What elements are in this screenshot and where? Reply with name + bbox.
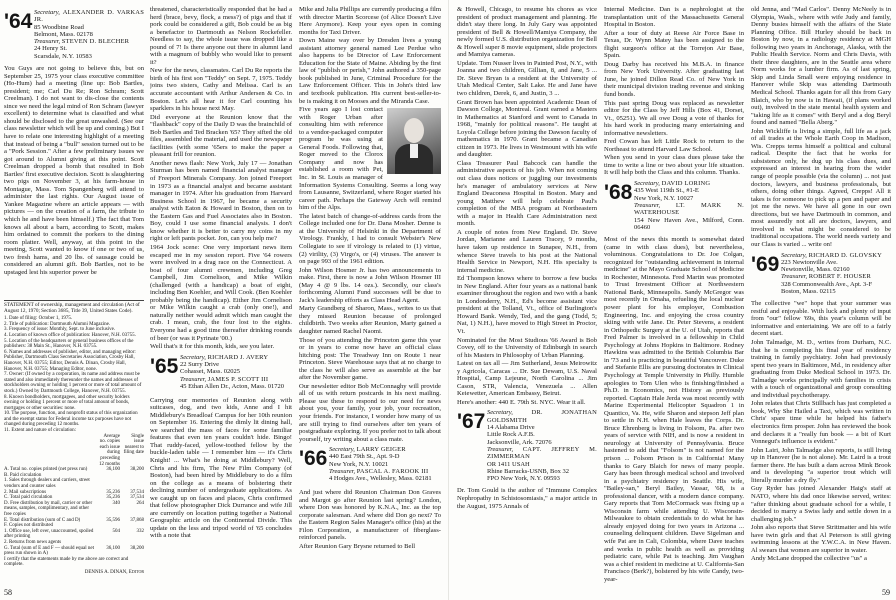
- circulation-value: 37,534: [130, 495, 144, 501]
- ownership-statement: [4, 300, 144, 584]
- article-paragraph: old Jenna, and "Mad Carlos". Denny McNeely is in Olympia, Wash., where with wife Judy and family, Denny busies himself with the affairs of the State Planning Office. Bill Hurley should be back in Boston by now, in a radiology residency at MGH following two years in Anchorage, Alaska, with the Public Health Service. Norm and Chris Davis, with their three daughters, are in the Seattle area where Norm works for a lumber firm. As of last spring, Skip and Linda Small were enjoying residence in Hanover while Skip was attending Dartmouth Medical School. Thanks again for all this from Gary Blaich, who by now is in Hawaii, (if plans worked out), involved in the state mental health system and "taking life as it comes" with Beryl and a dog Beryl found and named "Bella Aberg.": [751, 6, 891, 127]
- circulation-label: 1. Sales through dealers and carriers, street vendors and counter sales: [4, 478, 90, 489]
- page-number-left: 58: [4, 588, 12, 597]
- article-paragraph: Most of the news this month is somewhat dated (came in with class dues), but nevertheless, voluminous. Congratulations to Dr. Joe Colgan, recognized for "outstanding achievement in internal medicine" at the Mayo Graduate School of Medicine in Rochester, Minnesota. Fred Martin was promoted to Trust Investment Officer at Northwestern National Bank, Minneapolis. Sandy McGregor was most recently in Omaha, refueling the local nuclear power plant for his employer, Combustion Engineering, Inc. and enjoying the cross country skiing with wife Jane. Dr. Peter Stevens, a resident in Orthopedic Surgery at the U. of Utah, reports that Fred Palmer is involved in a fellowship in Child Psychology at Johns Hopkins in Baltimore. Rodney Hawkins was admitted to the British Columbia Bar in '73 and is practicing in beautiful Vancouver. Duke and Stefanie Ellis are pursuing doctorates in Clinical Psychology at Temple University in Philly. Humble apologies to Tom Ulen who is finishing/finished a Ph.D. in Economics, not History as previously reported. Captain Hale Jerda was most recently with Marine Experimental Helicopter Squadron 1 in Quantico, Va. He, wife Sharon and stepson Jeff plan to settle in N.H. when Hale leaves the Corps. Dr. Bruce Ehrenberg is living in Folsom, Pa. after two years of service with NIH, and is now a resident in neurology at University of Pennsylvania. Bruce hastened to add that "Folsom" is not named for the prison ... Folsom Prison is in California! Many thanks to Gary Blaich for news of many people. Gary has been through medical school and involved in a psychiatry residency in Seattle. His wife, "Bailey-san," Beryl Bailey, Vassar, '68, is a professional dancer, with a modern dance company. Gary reports that Tom McCormack was fixing up a Wisconsin farm while attending U. Wisconsin-Milwaukee to obtain credentials to do what he has already enjoyed doing for two years in Arizona ... counseling delinquent children. Dave Sigelman and wife Pat are in Cali, Colombia, where Dave teaches and works in public health as well as providing pediatric care, while Pat is teaching. Jim Vaughan was a chief resident in medicine at U. California-San Francisco (Berk?), bolstered by his wife Candy, two-year-: [604, 236, 744, 583]
- statement-item: 6. Names and addresses of publisher, editor, and managing editor: Publisher, Dartmouth Class Secretaries Association, Crosby Hall, Hanover, N.H. 03755; Editor, Dennis A. Dinan, Crosby Hall, Hanover, N.H. 03755; Managing Editor, none.: [4, 349, 136, 372]
- article-paragraph: After a tour of duty at Reese Air Force Base in Texas, Dr. Wynn Matey has been assigned to the flight surgeon's office at the Torrejon Air Base, Spain.: [604, 29, 744, 60]
- circulation-label: B. Paid circulation: [4, 472, 42, 478]
- statement-item: 7. Owner: (If owned by a corporation, its name and address must be stated and also immediately thereunder the names and addresses of stockholders owning or holding 1 percent or more of total amount of stock.) Owned by Dartmouth College, Hanover, N.H. 03755.: [4, 372, 142, 394]
- circulation-value: 340: [112, 500, 120, 506]
- article-paragraph: John Talmadge, M. D., writes from Durham, N.C. that he is completing his final year of residency training in family psychiatry. John had previously spent two years in Baltimore, Md., in residency after graduating from Duke Medical School in 1973. Dr. Talmadge works principally with families in crisis with a touch of organizational and group consulting and individual psychotherapy.: [751, 339, 891, 399]
- statement-item: 11. Extent and nature of circulation:: [4, 428, 77, 434]
- class-year: '67: [457, 410, 486, 434]
- article-paragraph: Carrying our memories of Reunion along with suitcases, dog, and two kids, Anne and I hit Middlebury's Breadloaf Campus for her 10th reunion on September 16. Entering the dimly lit dining hall, we searched the mass of faces for some familiar features that even ten years couldn't hide. Bingo! That ruddy-faced, yellow-toothed fellow by the buckle-laden table — I remember him — it's Chris Knight! ... What's he doing at Middlebury? Well, Chris and his firm, The New Film Company (of Boston), had been hired by Middlebury to do a film on the college as a means of bolstering their declining number of undergraduate applications. As we caught up on faces and places, Chris confirmed that fellow photographer Dick Durrance and wife Jill are currently on location putting together a National Geographic article on the Continental Divide. This update on the less and tripod world of '65 concludes with a note that: [150, 396, 292, 540]
- class-year: '66: [299, 447, 328, 471]
- statement-item: 5. Location of the headquarters or general business offices of the publishers: 38 Main St., Hanover, N.H. 03755.: [4, 338, 134, 350]
- secretary-name: DR. JONATHAN GOLDSMITH: [487, 409, 597, 424]
- circulation-value: 504: [112, 528, 120, 534]
- circulation-row: [4, 529, 144, 540]
- column-5: [604, 6, 744, 586]
- class-year: '64: [4, 10, 33, 33]
- circulation-header-row: Average no. copies each issue during preceding 12 months Single issue nearest to filing date: [99, 433, 144, 467]
- article-paragraph: Nominated for the Most Studious '66 Award is Bob Covey, off to the University of Edinburgh in search of his Masters in Philosophy of Urban Planning.: [457, 336, 597, 359]
- treasurer-name: LT. MARK N. WATERHOUSE: [634, 201, 744, 217]
- article-paragraph: Those of you attending the Princeton game this year or in years to come now have an official class hitching post: The Treadway Inn on Route 1 near Princeton. Steve Warehouse says that at no charge to the class he will also serve as assemble at the bar after the November game.: [299, 336, 441, 382]
- circulation-row: [4, 478, 144, 489]
- secretary-name: ALEXANDER D. VARKAS JR.: [34, 9, 144, 24]
- circulation-label: C. Total paid circulation: [4, 495, 53, 501]
- article-paragraph: You Guys are not going to believe this, but on September 25, 1975 your class executive committee (Ho-Hum) had a meeting (line up: Bob Bartles, president; me; Carl Du Re; Ron Schram; Scott Creelman). I do not want to dis-close the contents since we need the legal mind of Ron Schram (lawyer excellent) to determine what is classified and what should be disclosed to the great unwashed. (See our class newsletter which will be up and coming.) But I have to relate one interesting highlight of a meeting that instead of being a "bull" session turned out to be a "Pork Session." After a few preliminary issues we got around to Alumni giving at this point. Scott Creelman dropped a bomb that resulted in Bob Bartles' first executive decision. Scott is slaughtering two pigs on November 3, at his farm-house in Montague, Mass. Tom Spangenberg will attend to administer the last rights. Our August issue of Yankee Magazine where an article appears — with pictures — on the creation of a farm, the tribute to which he and have been himself.) The fact that Tom knows all about a barn, according to Scott, makes him ordained to commit the porkers to the dining room platter. Well, anyway, at this point in the meeting, Scott wanted to know if one or two of us, two fresh hams, and 20 lbs. of sausage could be considered an alumni gift. Bob Bartles, not to be upstaged lest his superior power be: [4, 65, 144, 276]
- article-paragraph: New for the news, classmates. Carl Du Re reports the birth of his first son "Teddy" on Sept. 7, 1975. Teddy joins two sisters, Cathy and Melissa. Carl is an accurate accountant with Arthur Andersen & Co. in Boston. Let's all hear it for Carl counting his sparklers in his house next May.: [150, 67, 292, 113]
- article-paragraph: Down Maine way over by Dresden lives a young assistant attorney general named Lee Perdue who also happens to be Director of Law Enforcement Education for the State of Maine. Abiding by the first law of "publish or perish," John authored a 350-page book published in June, Criminal Procedure for the Law Enforcement Officer. This in John's third law and textbook publication. His current best-seller-to-be is making it on Mooses and the Miranda Case.: [299, 37, 441, 105]
- circulation-label: A. Total no. copies printed (net press run): [4, 467, 88, 473]
- article-paragraph: Ed Thompson knows where to borrow a few bucks in New England. After four years as a national bank examiner throughout the region and two with a bank in Londonderry, N.H., Ed's become assistant vice president at the Tolland, Vt., office of Burlington's Howard Bank. Wendy, Ted, and the gang (Todd, 5; Nat, 1) N.H.), have moved to High Street in Proctor, Vt.: [457, 275, 597, 335]
- circulation-table: [4, 434, 144, 557]
- article-paragraph: Here's another: 440 E. 79th St. NYC. Wear it all.: [457, 398, 586, 406]
- statement-heading: STATEMENT of ownership, management and circulation (Act of August 12, 1970; Section 3685, Title 39, United States Code).: [4, 302, 140, 314]
- article-paragraph: And just where did Reunion Chairman Don Graves and Margot go after Reunion last spring? London, where Don was honored by K.N.A., Inc. as the top corporate salesman. And where did Don go next? To the Eastern Region Sales Manager's office (his) at the Filon Corporation, a manufacturer of fiberglass-reinforced panels.: [299, 489, 441, 542]
- article-paragraph: John Wickliffe is living a simple, full life as a jack of all trades at the Whole Earth Coop in Madison, Wis. Crepps terms himself a political and cultural radical. Despite the fact that he works for subsistence only, he dug up his class dues, and expressed an interest in hearing from the wider range of people possible (via the column) ... not just doctors, lawyers, and business professionals, but others, doing other things. Agreed, Crepps! All it takes is for someone to pick up a pen and paper and jot me the news. We have all gone in our own directions, but we have Dartmouth in common, and most assuredly not all are doctors, lawyers, and involved in what might be considered to be traditional occupations. The world needs variety and our Class is varied ... write on!: [751, 127, 891, 248]
- article-paragraph: Did everyone at the Reunion know that the "flashback" copy of the Daily D was the brainchild of Bob Bartles and Ted Bracken '65? They sifted the old files, assembled the material, and used the newspaper facilities (with some '65ers to make the paper a pleasant frill for reunion.: [150, 113, 292, 159]
- article-paragraph: Update. Tom Nusser lives in Painted Post, N.Y., with Joanna and two children, Gillian, 8, and Jane, 5 ... Dr. Steve Bryan is a resident at the University of Utah Medical Center, Salt Lake. He and Jane have two children, Derek, 6, and Justin, 3 ...: [457, 59, 597, 98]
- circulation-label: F. Copies not distributed: [4, 523, 54, 529]
- class-year: '68: [604, 181, 633, 205]
- circulation-value: 37,868: [130, 517, 144, 523]
- secretary-name: RICHARD J. AVERY: [207, 353, 269, 361]
- circulation-value: 37,534: [130, 489, 144, 495]
- article-paragraph: Grant Brown has been appointed Academic Dean of Dawson College, Montreal. Grant earned a Masters in Mathematics at Stanford and went to Canada in 1968, "mainly for political reasons". He taught at Loyola College before joining the Dawson faculty of mathematics in 1970. Grant became a Canadian citizen in 1973. He lives in Westmount with his wife and daughter.: [457, 98, 597, 159]
- secretary-name: LARRY GEIGER: [356, 446, 406, 454]
- circulation-label: G. Total (sum of E and F — should equal net press run shown in A): [4, 545, 94, 557]
- article-paragraph: John relates that Chris Stillbach has just completed a book, Why She Hailed a Taxi, which was written in Chris' spare time while he helped his father's electronics firm prosper. John has reviewed the book and declares it a "really fun book — a bit of Kurt Vonnegut's influence is evident.": [751, 400, 891, 446]
- circulation-value: 36,100: [106, 467, 120, 473]
- column-3: [299, 6, 441, 586]
- class-year: '69: [751, 252, 780, 276]
- circulation-label: D. Free distribution by mail, carrier or other means, samples, complimentary, and other free copies: [4, 500, 93, 517]
- circulation-value: 35,596: [106, 517, 120, 523]
- page-gutter: [448, 0, 449, 600]
- article-paragraph: When you send in your class dues please take the time to write a line or two about your life situation. It will help both the Class and this column. Thanks.: [604, 154, 744, 177]
- class-header-1967: '67 Secretary, DR. JONATHAN GOLDSMITH 14 Alabama Drive Little Rock A.F.B. Jacksonville, Ark. 72076 Treasurer, CAPT. JEFFREY M. ZIMMERMAN OR 1411 USAH Rhine Barracks-USNB, Box 32 FPO New York, N.Y. 09593: [457, 409, 597, 483]
- article-paragraph: Andy McLane dropped the collective "us" a: [751, 555, 867, 563]
- circulation-value: 36,100: [106, 545, 120, 551]
- article-paragraph: Mike and Julia Phillips are currently producing a film with director Martin Scorcese (of Alice Doesn't Live Here Anymore). Keep your eyes open in coming months for Taxi Driver.: [299, 6, 441, 36]
- statement-items: [4, 316, 144, 433]
- article-paragraph: Guy Ryder has joined Alexander Haig's staff at NATO, where his dad once likewise served, writes: "after thinking about graduate school for a while, I decided to marry a Swiss lady and settle down in a challenging job.": [751, 485, 891, 523]
- circulation-value: [96, 478, 120, 489]
- class-header-1966: '66 Secretary, LARRY GEIGER 440 East 79th St., Apt. 9-D New York, N.Y. 10021 Treasurer, PASCAL A. FAROOK III 4 Hodges Ave., Wellesley, Mass. 02181: [299, 446, 432, 483]
- circulation-value: 38,200: [130, 467, 144, 473]
- treasurer-name: JAMES P. SCOTT III: [207, 375, 269, 383]
- article-paragraph: The collective "we" hope that your summer was restful and enjoyable. With luck and plenty of input from "our" fellow '69s, this year's column will be informative and entertaining. We are off to a fairly decent start.: [751, 300, 891, 338]
- treasurer-name: STEVEN D. BLECHER: [61, 38, 130, 46]
- circulation-label: 2. Mail subscriptions: [4, 489, 47, 495]
- article-paragraph: John also reports that Steve Strittmatter and his wife have twin girls and that Al Peterson is still giving swimming lessons at the Y.W.C.A. in New Haven. Al swears that women are superior in water.: [751, 524, 891, 554]
- treasurer-name: CAPT. JEFFREY M. ZIMMERMAN: [487, 445, 597, 461]
- article-paragraph: Internal Medicine. Dan is a nephrologist at the transplantation unit of the Massachusetts General Hospital in Boston.: [604, 6, 744, 29]
- editor-signature: DENNIS A. DINAN, Editor: [84, 569, 144, 575]
- class-header-1964: '64 Secretary, ALEXANDER D. VARKAS JR. 85 Woodbine Road Belmont, Mass. 02178 Treasurer, STEVEN D. BLECHER 24 Henry St. Scarsdale, N.Y. 10583: [4, 9, 144, 60]
- article-paragraph: A couple of notes from New England. Dr. Steve Jordan, Marianne and Lauren Tracey, 9 months, have taken up residence in Sunapee, N.H., from whence Steve travels to his post at the National Health Service in Newport, N.H. His specialty is internal medicine.: [457, 228, 597, 274]
- class-header-1965: '65 Secretary, RICHARD J. AVERY 22 Surry Drive Cohasset, Mass. 02025 Treasurer, JAMES P. SCOTT III 45 Ethan Allen Dr., Acton, Mass. 01720: [150, 353, 284, 390]
- circulation-row: [4, 501, 144, 518]
- portrait-photo: [387, 108, 441, 174]
- article-paragraph: Another news flash: New York, July 17 — Jonathan Sturman has been named financial analyst manager of Freeport Minerals Company. Jon joined Freeport in 1973 as a financial analyst and became assistant manager in 1974. After his graduation from Harvard Business School in 1967, he became a security analyst with Eaton & Howard in Boston, then on to the Eastern Gas and Fuel Associates also in Boston. Boy, could I use some financial analysis. I don't know whether it is better to carry my coins in my right or left pants pocket. Jon, can you help me?: [150, 159, 292, 243]
- article-paragraph: 1964 Jock scene: One very important news item escaped me in my session report. Five '64 rowers were involved in a drag race on the Connecticut. A boat of four alumni crewmen, including Greg Campbell, Jim Cornelison, and Mike Wilkin (challenged (with a handicap) a boat of eight, including Ben Koehler, and Will Cook. (Ben Koehler probably being the handicap). Either Jim Cornelison or Mike Wilkin caught a crab (only one!), and naturally neither would admit which man caught the crab. I mean, crab, the four lost to the eights. Everyone had a good time thereafter drinking rounds of beer (or was it Pyrinate '00.): [150, 243, 292, 342]
- circulation-row: [4, 546, 144, 557]
- statement-item: 2. Title of publication: Dartmouth Alumni Magazine.: [4, 321, 111, 327]
- certification: I certify that the statements made by me above are correct and complete.: [4, 556, 129, 568]
- article-paragraph: Latest on tax all — Jim Sutherland, Jesus Meirowitz y Agricola, Caracas ... Dr. Sue Dewam, U.S. Naval Hospital, Camp Lejeune, North Carolina ... Jim Cason, STR, Valencia, Venezuela ... Allen Keiewetter, American Embassy, Beirut.: [457, 360, 597, 398]
- circulation-value: 35,236: [106, 489, 120, 495]
- article-paragraph: Fred Cowan has left Little Rock to return to the Northeast to attend Harvard Law School.: [604, 138, 744, 153]
- secretary-name: RICHARD D. GLOVSKY: [808, 251, 883, 259]
- statement-item: 10. The purpose, function, and nonprofit status of this organization and the exempt status for Federal income tax purposes have not changed during preceding 12 months.: [4, 411, 138, 428]
- column-2: [150, 6, 292, 586]
- page-number-right: 59: [882, 588, 890, 597]
- article-paragraph: John Lairi, John Talmadge also reports, is still living up in Hanover (he is not alone). Mr. Laird is a trout farmer there. He has built a dam across Mink Brook and is developing "a superior trout which will literally murder a dry fly.": [751, 446, 891, 484]
- column-1: [4, 6, 144, 296]
- statement-item: 4. Location of known office of publication: Hanover, N.H. 03755.: [4, 332, 136, 338]
- article-paragraph: Dr. Tom Gould is the author of "Immune Complex Nephropathy in Schistosomiasis," a major article in the August, 1975 Annals of: [457, 487, 597, 510]
- treasurer-name: ROBERT F. HOUSER: [808, 273, 872, 281]
- article-paragraph: Five years ago I lost contact with Roger Urban after consulting him with reference to a vendor-packaged computer program he was using at General Foods. Following that, Roger moved to the Clorox Company and now has established a room with Pet, Inc. in St. Louis as manager of Information Systems Consulting. Seems a long way from Lausanne, Switzerland, where Roger started his career path. Perhaps the Gateway Arch will remind him of the Alps.: [299, 106, 441, 212]
- statement-item: 8. Known bondholders, mortgagees, and other security holders owning or holding 1 percent or more of total amount of bonds, mortgages or other securities: none.: [4, 394, 130, 411]
- circulation-value: 264: [136, 500, 144, 506]
- article-paragraph: After Reunion Gary Brysne returned to Bell: [299, 543, 416, 550]
- circulation-label: 1. Office use, left over, unaccounted, spoiled after printing: [4, 528, 94, 540]
- article-paragraph: The latest batch of change-of-address cards from the College included one for Dr. Dana Mosher. Denne is at the University of Helsinki in the Department of Virology. Frankly, I had to consult Webster's New Collegiate to see if virology is related to (1) virtue, (2) virility, (3) Virgo's, or (4) viruses. The answer is on page 993 of the 1961 edition.: [299, 212, 441, 266]
- statement-item: 3. Frequency of issue: Monthly, Sept. to June inclusive.: [4, 327, 116, 333]
- article-paragraph: Well that's it for this month, kids, see you later.: [150, 343, 275, 351]
- article-paragraph: John Wilson Hosmer Jr. has two announcements to make. First, there is now a John Wilson Hosmer III (May 4 @ 9 lbs. 14 ozs.). Secondly, our class's forthcoming Alumni Fund successes will be due to Jack's leadership efforts as Class Head Agent.: [299, 266, 441, 304]
- statement-item: 1. Date of filing: October 1, 1975.: [4, 316, 73, 322]
- column-4: [457, 6, 597, 586]
- circulation-value: 38,200: [130, 545, 144, 551]
- class-year: '65: [150, 354, 179, 378]
- article-paragraph: threatened, characteristically responded that he had a herd (brace, bevy, flock, a mess?) of pigs and that if pork could be considered a gift, Bob could be as big a benefactor to Dartmouth as Nelson Rockefeller. Needless to say, the whole issue was dropped like a pound of 7! Is there anyone out there in alumni land with a magnum of bubbly who would like to present it?: [150, 6, 292, 66]
- column-6: [751, 6, 891, 586]
- circulation-value: 35,236: [106, 495, 120, 501]
- article-paragraph: Doug Darby has received his M.B.A. in finance from New York University. After graduating last June, he joined Dillon Read Co. of New York in their municipal division trading revenue and sinking fund bonds.: [604, 60, 744, 99]
- circulation-value: 332: [136, 528, 144, 534]
- treasurer-name: PASCAL A. FAROOK III: [356, 468, 429, 476]
- circulation-label: E. Total distribution (sum of C and D): [4, 517, 81, 523]
- secretary-name: DAVID LORING: [661, 180, 711, 188]
- article-paragraph: Class Treasurer Paul Babcock can handle the administrative aspects of his job. When not coming out class dues notices or juggling our investments he's manager of ambulatory services at New England Deaconess Hospital in Boston. Mary and young Matthew will help celebrate Paul's completion of the MBA program at Northeastern with a major in Health Care Administration next month.: [457, 159, 597, 228]
- class-header-1969: '69 Secretary, RICHARD D. GLOVSKY 223 Newtonville Ave. Newtonville, Mass. 02160 Treasurer, ROBERT F. HOUSER 328 Commonwealth Ave., Apt. 3-F Boston, Mass. 02115: [751, 251, 883, 295]
- article-paragraph: This past spring Doug was replaced as newsletter editor for the Class by Jeff Hills (Box 41, Dorset, Vt., 05251). We all owe Doug a vote of thanks for his hard work in producing many entertaining and informative newsletters.: [604, 99, 744, 137]
- class-header-1968: '68 Secretary, DAVID LORING 435 West 119th St., #1-E New York, N.Y. 10027 Treasurer, LT. MARK N. WATERHOUSE 154 New Haven Ave., Milford, Conn. 06460: [604, 180, 744, 231]
- article-paragraph: & Howell, Chicago, to resume his chores as vice president of product management and planning. He didn't stay there long. In July Gary was appointed president of Bell & Howell/Mamiya Company, the newly formed U.S. distribution organization for Bell & Howell super 8 movie equipment, slide projectors and Mamiya cameras.: [457, 6, 597, 59]
- article-paragraph: Marty Grandberg of Sharon, Mass., writes to us that they missed Reunion because of prolonged childbirth. Two weeks after Reunion, Marty gained a daughter named Rachel Naomi.: [299, 305, 441, 335]
- circulation-value: [120, 478, 144, 489]
- article-paragraph: Our newsletter editor Bob McConnaghy will provide all of us with return postcards in his next mailing. Please use these to respond to our need for news about you, your family, your job, your recreation, your friends. For instance, I wonder how many of us are still trying to find ourselves after ten years of postgraduate exploring. If you prefer not to talk about yourself, try writing about a class mate.: [299, 382, 441, 443]
- circulation-label: 2. Returns from news agents: [4, 539, 62, 545]
